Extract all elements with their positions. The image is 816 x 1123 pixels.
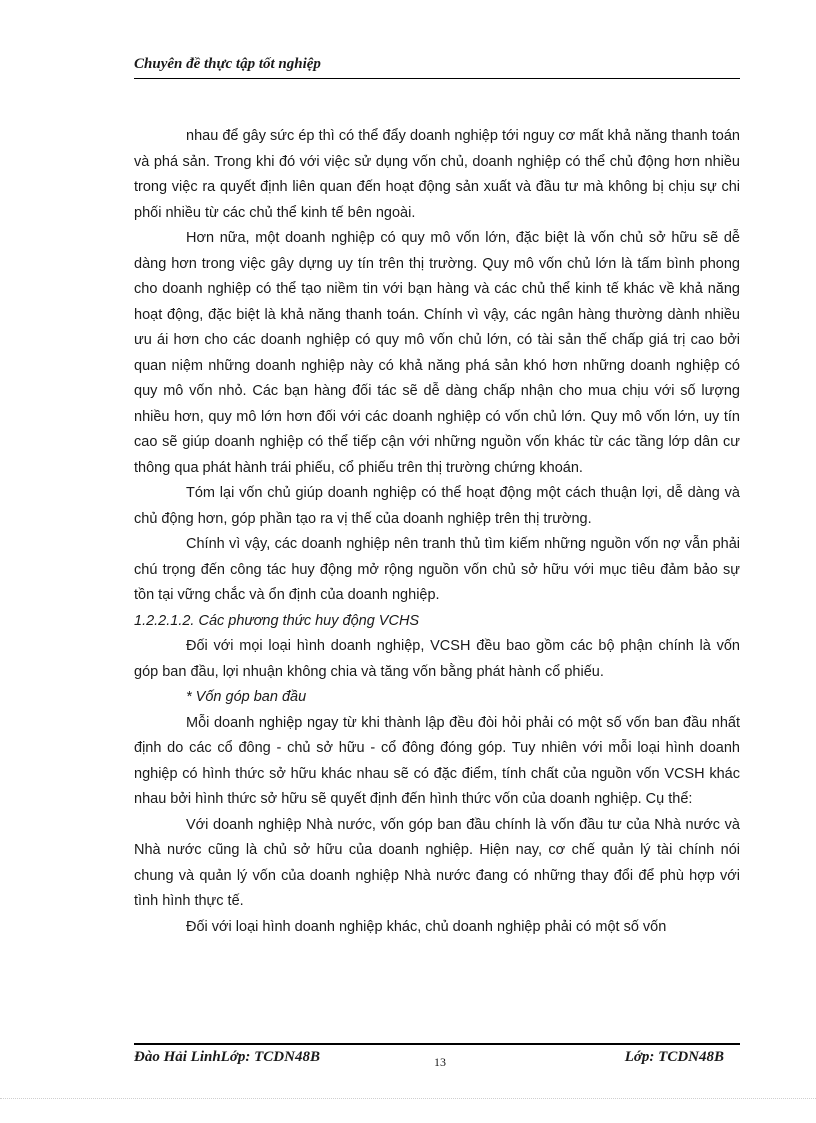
paragraph: Mỗi doanh nghiệp ngay từ khi thành lập đều đòi hỏi phải có một số vốn ban đầu nhất định do các cổ đông - chủ sở hữu - cổ đông đóng góp. Tuy nhiên với mỗi loại hình doanh nghiệp có hình thức sở hữu khác nhau sẽ có đặc điểm, tính chất của nguồn vốn VCSH khác nhau bởi hình thức sở hữu sẽ quyết định đến hình thức vốn của doanh nghiệp. Cụ thể: xyxy=(134,714,740,807)
paragraph: Với doanh nghiệp Nhà nước, vốn góp ban đầu chính là vốn đầu tư của Nhà nước và Nhà nước cũng là chủ sở hữu của doanh nghiệp. Hiện nay, cơ chế quản lý tài chính nói chung và quản lý vốn của doanh nghiệp Nhà nước đang có những thay đổi để phù hợp với tình hình thực tế. xyxy=(134,816,740,909)
paragraph: Đối với loại hình doanh nghiệp khác, chủ doanh nghiệp phải có một số vốn xyxy=(186,918,667,935)
header-divider xyxy=(134,78,740,79)
page-number: 13 xyxy=(434,1055,446,1069)
paragraph: Tóm lại vốn chủ giúp doanh nghiệp có thể hoạt động một cách thuận lợi, dễ dàng và chủ động hơn, góp phần tạo ra vị thế của doanh nghiệp trên thị trường. xyxy=(134,485,740,527)
footer-divider xyxy=(134,1043,740,1045)
subsection-heading: * Vốn góp ban đầu xyxy=(186,689,307,705)
paragraph: Chính vì vậy, các doanh nghiệp nên tranh thủ tìm kiếm những nguồn vốn nợ vẫn phải chú trọng đến công tác huy động mở rộng nguồn vốn chủ sở hữu với mục tiêu đảm bảo sự tồn tại vững chắc và ổn định của doanh nghiệp. xyxy=(134,536,740,603)
paragraph: Đối với mọi loại hình doanh nghiệp, VCSH đều bao gồm các bộ phận chính là vốn góp ban đầu, lợi nhuận không chia và tăng vốn bằng phát hành cổ phiếu. xyxy=(134,638,740,680)
paragraph-continuation: nhau để gây sức ép thì có thể đẩy doanh nghiệp tới nguy cơ mất khả năng thanh toán và phá sản. Trong khi đó với việc sử dụng vốn chủ, doanh nghiệp có thể chủ động hơn nhiều trong việc ra quyết định liên quan đến hoạt động sản xuất và đầu tư mà không bị chịu sự chi phối nhiều từ các chủ thể kinh tế bên ngoài. xyxy=(134,128,740,221)
document-body xyxy=(134,124,740,940)
page-boundary xyxy=(0,1098,816,1099)
section-heading: 1.2.2.1.2. Các phương thức huy động VCHS xyxy=(134,612,420,629)
paragraph: Hơn nữa, một doanh nghiệp có quy mô vốn lớn, đặc biệt là vốn chủ sở hữu sẽ dễ dàng hơn trong việc gây dựng uy tín trên thị trường. Quy mô vốn chủ lớn là tấm bình phong cho doanh nghiệp có thể tạo niềm tin với bạn hàng và các chủ thể kinh tế khác về khả năng hoạt động, đặc biệt là khả năng thanh toán. Chính vì vậy, các ngân hàng thường dành nhiều ưu ái hơn cho các doanh nghiệp có quy mô vốn chủ lớn, có tài sản thế chấp giá trị cao bởi quan niệm những doanh nghiệp này có khả năng phá sản khó hơn những doanh nghiệp có quy mô vốn nhỏ. Các bạn hàng đối tác sẽ dễ dàng chấp nhận cho mua chịu với số lượng nhiều hơn, quy mô lớn hơn đối với các doanh nghiệp có vốn chủ lớn. Quy mô vốn lớn, uy tín cao sẽ giúp doanh nghiệp có thể tiếp cận với những nguồn vốn khác từ các tầng lớp dân cư thông qua phát hành trái phiếu, cổ phiếu trên thị trường chứng khoán. xyxy=(134,230,740,476)
footer-class: Lớp: TCDN48B xyxy=(624,1049,724,1065)
page-header-title: Chuyên đề thực tập tốt nghiệp xyxy=(134,56,321,72)
footer-author: Đào Hải LinhLớp: TCDN48B xyxy=(134,1049,320,1065)
